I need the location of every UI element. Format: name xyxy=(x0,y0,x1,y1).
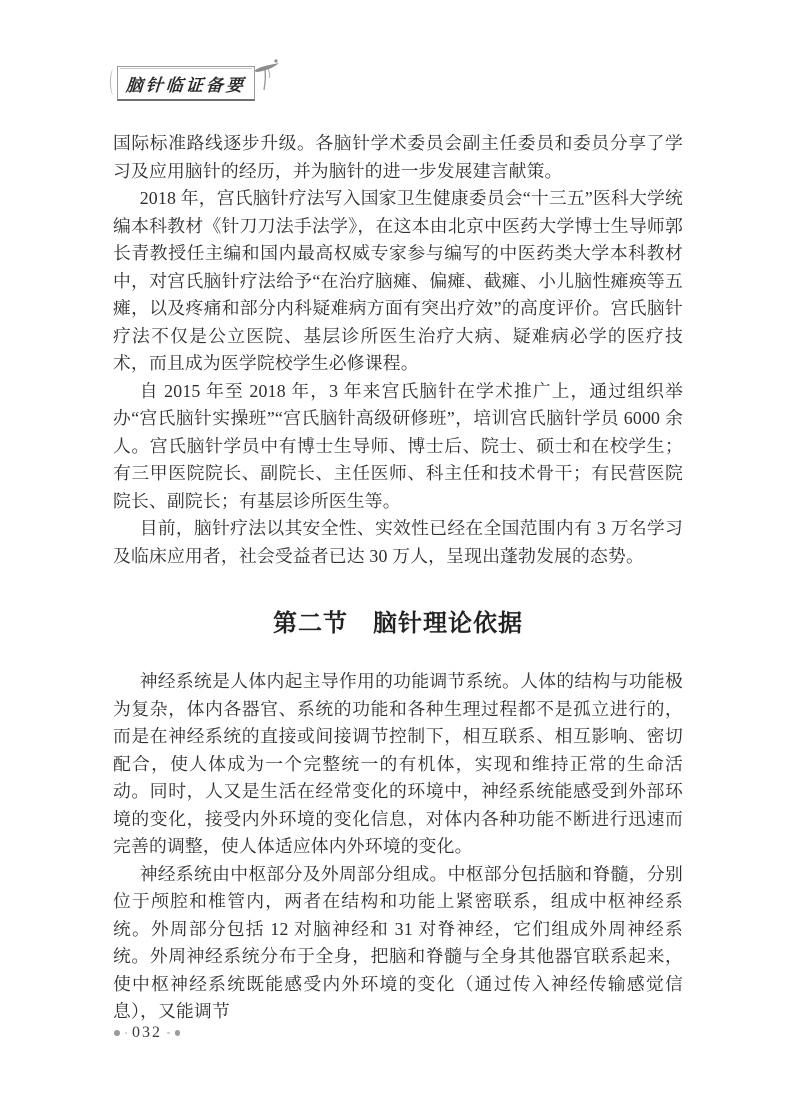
body-paragraph: 神经系统由中枢部分及外周部分组成。中枢部分包括脑和脊髓，分别位于颅腔和椎管内，两者在结构和功能上紧密联系，组成中枢神经系统。外周部分包括 12 对脑神经和 31 对脊神经，它们组成外周神经系统。外周神经系统分布于全身，把脑和脊髓与全身其他器官联系起来，使中枢神经系统既能感受内外环境的变化（通过传入神经传输感觉信息），又能调节 xyxy=(113,863,683,1021)
body-paragraph: 神经系统是人体内起主导作用的功能调节系统。人体的结构与功能极为复杂，体内各器官、系统的功能和各种生理过程都不是孤立进行的，而是在神经系统的直接或间接调节控制下，相互联系、相互影响、密切配合，使人体成为一个完整统一的有机体，实现和维持正常的生命活动。同时，人又是生活在经常变化的环境中，神经系统能感受到外部环境的变化，接受内外环境的变化信息，对体内各种功能不断进行迅速而完善的调整，使人体适应体内外环境的变化。 xyxy=(113,671,683,856)
chapter-header-logo xyxy=(117,66,255,101)
paragraph-group-bottom xyxy=(113,668,683,1026)
body-paragraph: 目前，脑针疗法以其安全性、实效性已经在全国范围内有 3 万名学习及临床应用者，社会受益者已达 30 万人，呈现出蓬勃发展的态势。 xyxy=(113,518,683,566)
body-paragraph: 2018 年，宫氏脑针疗法写入国家卫生健康委员会“十三五”医科大学统编本科教材《针刀刀法手法学》，在这本由北京中医药大学博士生导师郭长青教授任主编和国内最高权威专家参与编写的中医药类大学本科教材中，对宫氏脑针疗法给予“在治疗脑瘫、偏瘫、截瘫、小儿脑性瘫痪等五瘫，以及疼痛和部分内科疑难病方面有突出疗效”的高度评价。宫氏脑针疗法不仅是公立医院、基层诊所医生治疗大病、疑难病必学的医疗技术，而且成为医学院校学生必修课程。 xyxy=(113,188,683,373)
footer-ornament-dot-left-inner xyxy=(125,1032,128,1035)
page-footer xyxy=(114,1024,180,1042)
section-heading: 第二节 脑针理论依据 xyxy=(273,610,523,637)
body-paragraph: 国际标准路线逐步升级。各脑针学术委员会副主任委员和委员分享了学习及应用脑针的经历，并为脑针的进一步发展建言献策。 xyxy=(113,133,683,181)
footer-ornament-dot-left-outer xyxy=(114,1030,120,1036)
page-number: 032 xyxy=(132,1024,162,1041)
paragraph-group-top xyxy=(113,130,683,570)
page-content xyxy=(113,130,683,1026)
ink-brush-flourish-icon xyxy=(252,57,282,93)
book-title-logo-text: 脑针临证备要 xyxy=(125,75,247,95)
footer-ornament-dot-right-outer xyxy=(175,1030,181,1036)
body-paragraph: 自 2015 年至 2018 年，3 年来宫氏脑针在学术推广上，通过组织举办“宫氏脑针实操班”“宫氏脑针高级研修班”，培训宫氏脑针学员 6000 余人。宫氏脑针学员中有博士生导师、博士后、院士、硕士和在校学生；有三甲医院院长、副院长、主任医师、科主任和技术骨干；有民营医院院长、副院长；有基层诊所医生等。 xyxy=(113,380,683,511)
footer-ornament-dot-right-inner xyxy=(167,1032,170,1035)
